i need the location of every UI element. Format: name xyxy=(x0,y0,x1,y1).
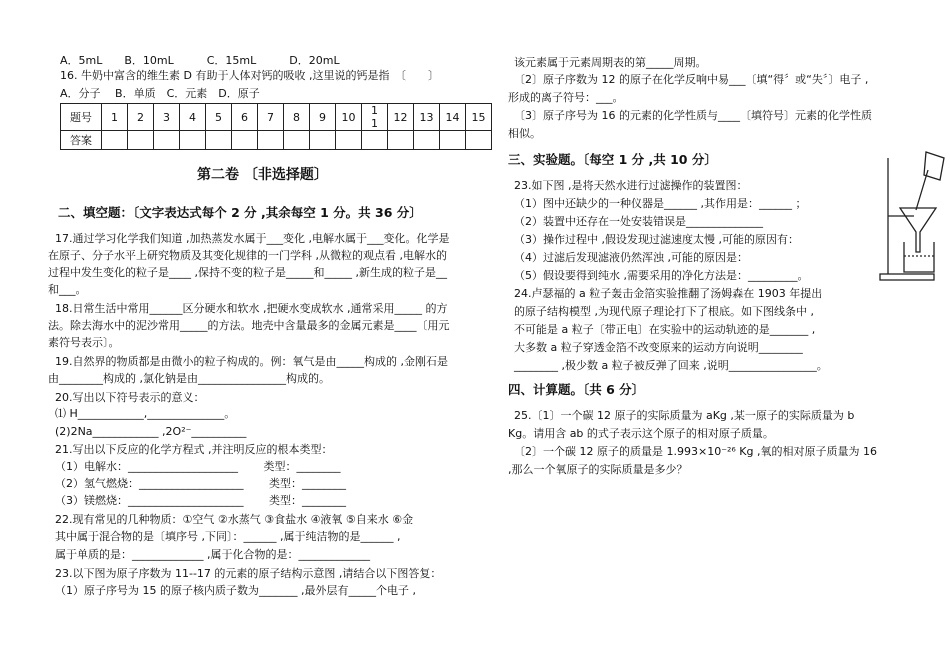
q24-line: ________ ,极少数 a 粒子被反弹了回来 ,说明________________。 xyxy=(514,359,828,372)
answer-table-number-row xyxy=(61,104,492,131)
q23-line: 23.以下图为原子序数为 11--17 的元素的原子结构示意图 ,请结合以下图答复： xyxy=(55,567,442,580)
q23-exp-line: （1）图中还缺少的一种仪器是______ ,其作用是：______ ； xyxy=(514,197,807,210)
q23-line: （1）原子序号为 15 的原子核内质子数为_______ ,最外层有_____个电子 , xyxy=(55,584,416,597)
answer-cell[interactable] xyxy=(206,131,232,150)
q24-line: 大多数 a 粒子穿透金箔不改变原来的运动方向说明________ xyxy=(514,341,803,354)
answer-cell[interactable] xyxy=(284,131,310,150)
q20-line: 20.写出以下符号表示的意义： xyxy=(55,391,205,404)
answer-cell[interactable] xyxy=(362,131,388,150)
table-number-cell: 5 xyxy=(206,104,232,131)
section-3-heading: 三、实验题。〔每空 1 分 ,共 10 分〕 xyxy=(508,152,717,167)
q23-exp-line: 23.如下图 ,是将天然水进行过滤操作的装置图： xyxy=(514,179,748,192)
filtration-apparatus-figure xyxy=(878,148,946,288)
answer-cell[interactable] xyxy=(388,131,414,150)
stand-base xyxy=(880,274,934,280)
q18-line: 18.日常生活中常用______区分硬水和软水 ,把硬水变成软水 ,通常采用_____ 的方 xyxy=(55,302,448,315)
q20-line: (2)2Na____________ ,2O²⁻__________ xyxy=(55,425,247,438)
table-number-cell: 2 xyxy=(128,104,154,131)
part-two-title: 第二卷 〔非选择题〕 xyxy=(197,167,328,183)
q25-line: ,那么一个氧原子的实际质量是多少？ xyxy=(508,463,688,476)
pouring-beaker xyxy=(924,152,944,180)
q23-cont-line: 该元素属于元素周期表的第_____周期。 xyxy=(514,56,707,69)
table-number-cell: 14 xyxy=(440,104,466,131)
q22-line: 22.现有常见的几种物质：①空气 ②水蒸气 ③食盐水 ④液氧 ⑤自来水 ⑥金 xyxy=(55,513,414,526)
answer-cell[interactable] xyxy=(128,131,154,150)
q21-line: （2）氢气燃烧：___________________ 类型：________ xyxy=(55,477,346,490)
table-number-cell: 7 xyxy=(258,104,284,131)
answer-cell[interactable] xyxy=(180,131,206,150)
q23-exp-line: （2）装置中还存在一处安装错误是______________ xyxy=(514,215,763,228)
q18-line: 法。除去海水中的泥沙常用_____的方法。地壳中含量最多的金属元素是____〔用元 xyxy=(48,319,450,332)
q15-options: A．5mL B．10mL C．15mL D．20mL xyxy=(60,54,340,67)
table-header-answer: 答案 xyxy=(61,131,102,150)
table-number-cell: 1 xyxy=(102,104,128,131)
q25-line: 25.〔1〕一个碳 12 原子的实际质量为 aKg ,某一原子的实际质量为 b xyxy=(514,409,855,422)
section-2-heading: 二、填空题：〔文字表达式每个 2 分 ,其余每空 1 分。共 36 分〕 xyxy=(58,205,422,220)
answer-cell[interactable] xyxy=(336,131,362,150)
answer-cell[interactable] xyxy=(440,131,466,150)
table-number-cell: 10 xyxy=(336,104,362,131)
answer-cell[interactable] xyxy=(258,131,284,150)
table-number-cell: 15 xyxy=(466,104,492,131)
q16-options: A．分子 B．单质 C．元素 D．原子 xyxy=(60,87,260,100)
funnel xyxy=(900,208,936,252)
q17-line: 和___。 xyxy=(48,283,87,296)
q21-line: （1）电解水：____________________ 类型：________ xyxy=(55,460,341,473)
q25-line: 〔2〕一个碳 12 原子的质量是 1.993×10⁻²⁶ Kg ,氧的相对原子质量为 16 xyxy=(514,445,877,458)
q17-line: 在原子、分子水平上研究物质及其变化规律的一门学科 ,从微粒的观点看 ,电解水的 xyxy=(48,249,447,262)
q19-line: 19.自然界的物质都是由微小的粒子构成的。例：氧气是由_____构成的 ,金刚石是 xyxy=(55,355,448,368)
q23-cont-line: 〔3〕原子序号为 16 的元素的化学性质与____〔填符号〕元素的化学性质 xyxy=(514,109,872,122)
q23-exp-line: （3）操作过程中 ,假设发现过滤速度太慢 ,可能的原因有： xyxy=(514,233,799,246)
answer-table-answer-row xyxy=(61,131,492,150)
q20-line: ⑴ H____________,______________。 xyxy=(55,407,236,420)
q23-cont-line: 相似。 xyxy=(508,127,541,140)
answer-cell[interactable] xyxy=(154,131,180,150)
q23-exp-line: （5）假设要得到纯水 ,需要采用的净化方法是：_________。 xyxy=(514,269,809,282)
q17-line: 过程中发生变化的粒子是____ ,保持不变的粒子是_____和_____ ,新生成的粒子是__ xyxy=(48,266,447,279)
answer-cell[interactable] xyxy=(232,131,258,150)
answer-cell[interactable] xyxy=(310,131,336,150)
answer-cell[interactable] xyxy=(102,131,128,150)
answer-cell[interactable] xyxy=(466,131,492,150)
q22-line: 属于单质的是：_____________ ,属于化合物的是：_____________ xyxy=(55,548,370,561)
table-number-cell: 6 xyxy=(232,104,258,131)
q21-line: （3）镁燃烧：_____________________ 类型：________ xyxy=(55,494,346,507)
table-number-cell: 13 xyxy=(414,104,440,131)
q18-line: 素符号表示〕。 xyxy=(48,336,120,349)
q21-line: 21.写出以下反应的化学方程式 ,并注明反应的根本类型： xyxy=(55,443,333,456)
table-number-cell: 12 xyxy=(388,104,414,131)
q22-line: 其中属于混合物的是〔填序号 ,下同〕：______ ,属于纯洁物的是______ , xyxy=(55,530,401,543)
q17-line: 17.通过学习化学我们知道 ,加热蒸发水属于___变化 ,电解水属于___变化。化学是 xyxy=(55,232,450,245)
answer-cell[interactable] xyxy=(414,131,440,150)
table-number-cell: 4 xyxy=(180,104,206,131)
q24-line: 不可能是 a 粒子〔带正电〕在实验中的运动轨迹的是_______ , xyxy=(514,323,816,336)
q25-line: Kg。请用含 ab 的式子表示这个原子的相对原子质量。 xyxy=(508,427,774,440)
q23-cont-line: 〔2〕原子序数为 12 的原子在化学反响中易___〔填“得〞或“失〞〕电子 , xyxy=(514,73,869,86)
q24-line: 24.卢瑟福的 a 粒子轰击金箔实验推翻了汤姆森在 1903 年提出 xyxy=(514,287,823,300)
question-16: 16. 牛奶中富含的维生素 D 有助于人体对钙的吸收 ,这里说的钙是指 〔 〕 xyxy=(60,69,439,82)
glass-rod xyxy=(916,170,928,210)
table-number-cell: 1 1 xyxy=(362,104,388,131)
section-4-heading: 四、计算题。〔共 6 分〕 xyxy=(508,382,645,397)
table-number-cell: 3 xyxy=(154,104,180,131)
q19-line: 由________构成的 ,氯化钠是由________________构成的。 xyxy=(48,372,330,385)
q23-exp-line: （4）过滤后发现滤液仍然浑浊 ,可能的原因是： xyxy=(514,251,748,264)
table-number-cell: 8 xyxy=(284,104,310,131)
receiving-beaker xyxy=(904,242,934,272)
answer-table xyxy=(60,103,492,150)
q23-cont-line: 形成的离子符号：___。 xyxy=(508,91,624,104)
table-header-number: 题号 xyxy=(61,104,102,131)
table-number-cell: 9 xyxy=(310,104,336,131)
q24-line: 的原子结构模型 ,为现代原子理论打下了根底。如下图线条中 , xyxy=(514,305,814,318)
